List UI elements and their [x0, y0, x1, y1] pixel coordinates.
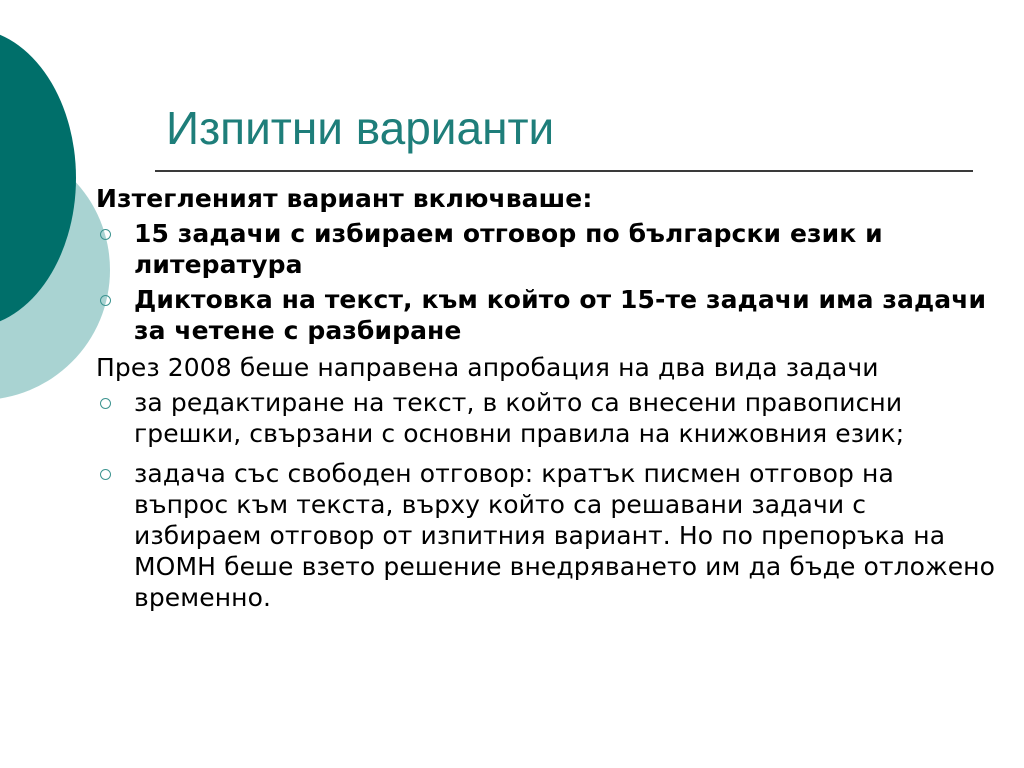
bullet-text: Диктовка на текст, към който от 15-те задачи има задачи за четене с разбиране — [134, 285, 987, 345]
bullet-text: задача със свободен отговор: кратък писмен отговор на въпрос към текста, върху който са решавани задачи с избираем отговор от изпитния вариант. Но по препоръка на МОМН беше взето решение внедряването им да бъде отложено временно. — [134, 459, 996, 612]
hollow-circle-icon — [100, 398, 111, 409]
bullet-text: 15 задачи с избираем отговор по български език и литература — [134, 219, 883, 279]
intro-variant: Изтегленият вариант включваше: — [96, 184, 593, 213]
slide-body — [96, 183, 996, 613]
hollow-circle-icon — [100, 469, 111, 480]
hollow-circle-icon — [100, 295, 111, 306]
bullet-item — [96, 284, 996, 346]
bullet-item — [96, 458, 996, 613]
bullet-text: за редактиране на текст, в който са внесени правописни грешки, свързани с основни правила на книжовния език; — [134, 388, 905, 448]
intro-approbation: През 2008 беше направена апробация на два вида задачи — [96, 353, 879, 382]
bullet-item — [96, 218, 996, 280]
title-divider — [155, 170, 973, 172]
hollow-circle-icon — [100, 229, 111, 240]
bullet-item — [96, 387, 996, 449]
slide-title: Изпитни варианти — [166, 102, 555, 154]
